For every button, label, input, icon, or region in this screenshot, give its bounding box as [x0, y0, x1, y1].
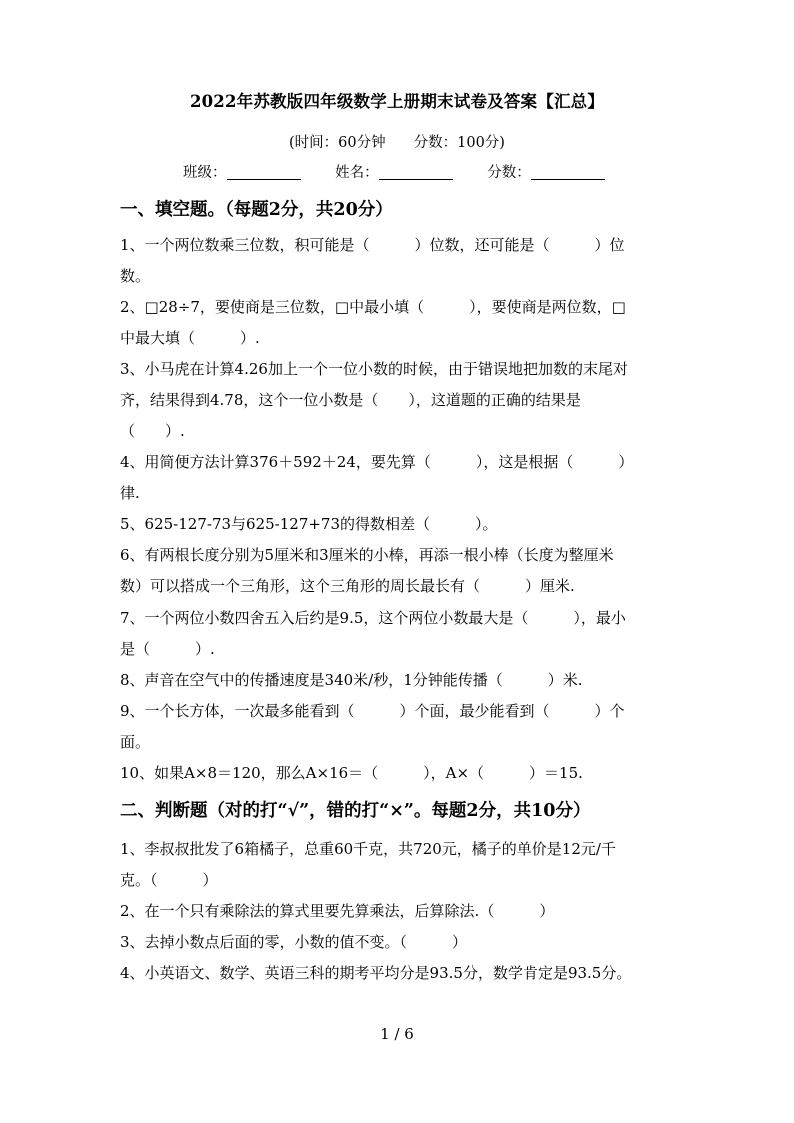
- page-number: 1 / 6: [380, 1025, 414, 1043]
- question-line: 2、□28÷7，要使商是三位数，□中最小填（ ），要使商是两位数，□: [120, 298, 626, 316]
- question-1-9: [120, 696, 680, 758]
- score-blank: [531, 163, 605, 180]
- question-line: 2、在一个只有乘除法的算式里要先算乘法，后算除法.（ ）: [120, 902, 555, 920]
- question-2-1: [120, 834, 680, 896]
- question-1-1: [120, 230, 680, 292]
- question-1-6: [120, 540, 680, 602]
- question-line: 3、小马虎在计算4.26加上一个一位小数的时候，由于错误地把加数的末尾对: [120, 360, 628, 378]
- class-field: [183, 161, 301, 182]
- question-line: 1、李叔叔批发了6箱橘子，总重60千克，共720元，橘子的单价是12元/千: [120, 840, 616, 858]
- question-line: 3、去掉小数点后面的零，小数的值不变。（ ）: [120, 933, 468, 951]
- question-line: 10、如果A×8＝120，那么A×16＝（ ），A×（ ）＝15.: [120, 764, 583, 782]
- question-1-4: [120, 447, 680, 509]
- question-line: 4、用简便方法计算376＋592＋24，要先算（ ），这是根据（ ）: [120, 453, 634, 471]
- question-line: 7、一个两位小数四舍五入后约是9.5，这个两位小数最大是（ ），最小: [120, 609, 626, 627]
- question-1-7: [120, 603, 680, 665]
- exam-score: 分数：100分): [413, 135, 505, 151]
- exam-time: (时间：60分钟: [289, 135, 386, 151]
- class-blank: [227, 163, 301, 180]
- question-line: 数。: [120, 267, 151, 285]
- student-info: [183, 161, 635, 182]
- score-label: 分数：: [487, 165, 531, 181]
- question-line: 9、一个长方体，一次最多能看到（ ）个面，最少能看到（ ）个: [120, 702, 625, 720]
- question-2-4: [120, 958, 680, 989]
- section-true-false: 二、判断题（对的打“√”，错的打“×”。每题2分，共10分）: [120, 801, 591, 821]
- name-field: [335, 161, 453, 182]
- page-title: 2022年苏教版四年级数学上册期末试卷及答案【汇总】: [189, 92, 605, 111]
- class-label: 班级：: [183, 165, 227, 181]
- score-field: [487, 161, 605, 182]
- question-1-5: [120, 509, 680, 540]
- question-line: 数）可以搭成一个三角形，这个三角形的周长最长有（ ）厘米.: [120, 577, 575, 595]
- question-line: 6、有两根长度分别为5厘米和3厘米的小棒，再添一根小棒（长度为整厘米: [120, 546, 614, 564]
- question-line: 齐，结果得到4.78，这个一位小数是（ ），这道题的正确的结果是: [120, 391, 581, 409]
- question-1-2: [120, 292, 680, 354]
- question-1-10: [120, 758, 680, 789]
- question-1-8: [120, 665, 680, 696]
- question-line: 是（ ）.: [120, 640, 215, 658]
- question-line: 律.: [120, 484, 140, 502]
- question-2-2: [120, 896, 680, 927]
- question-2-3: [120, 927, 680, 958]
- question-line: 克。（ ）: [120, 871, 218, 889]
- question-line: 1、一个两位数乘三位数，积可能是（ ）位数，还可能是（ ）位: [120, 236, 625, 254]
- name-label: 姓名：: [335, 165, 379, 181]
- question-line: 8、声音在空气中的传播速度是340米/秒，1分钟能传播（ ）米.: [120, 671, 583, 689]
- question-line: （ ）.: [120, 422, 185, 440]
- exam-meta: [0, 131, 794, 152]
- question-line: 5、625-127-73与625-127+73的得数相差（ ）。: [120, 515, 498, 533]
- question-line: 面。: [120, 733, 151, 751]
- question-line: 4、小英语文、数学、英语三科的期考平均分是93.5分，数学肯定是93.5分。: [120, 964, 632, 982]
- section-fill-in: 一、填空题。（每题2分，共20分）: [120, 200, 393, 220]
- question-1-3: [120, 354, 680, 447]
- name-blank: [379, 163, 453, 180]
- question-line: 中最大填（ ）.: [120, 329, 260, 347]
